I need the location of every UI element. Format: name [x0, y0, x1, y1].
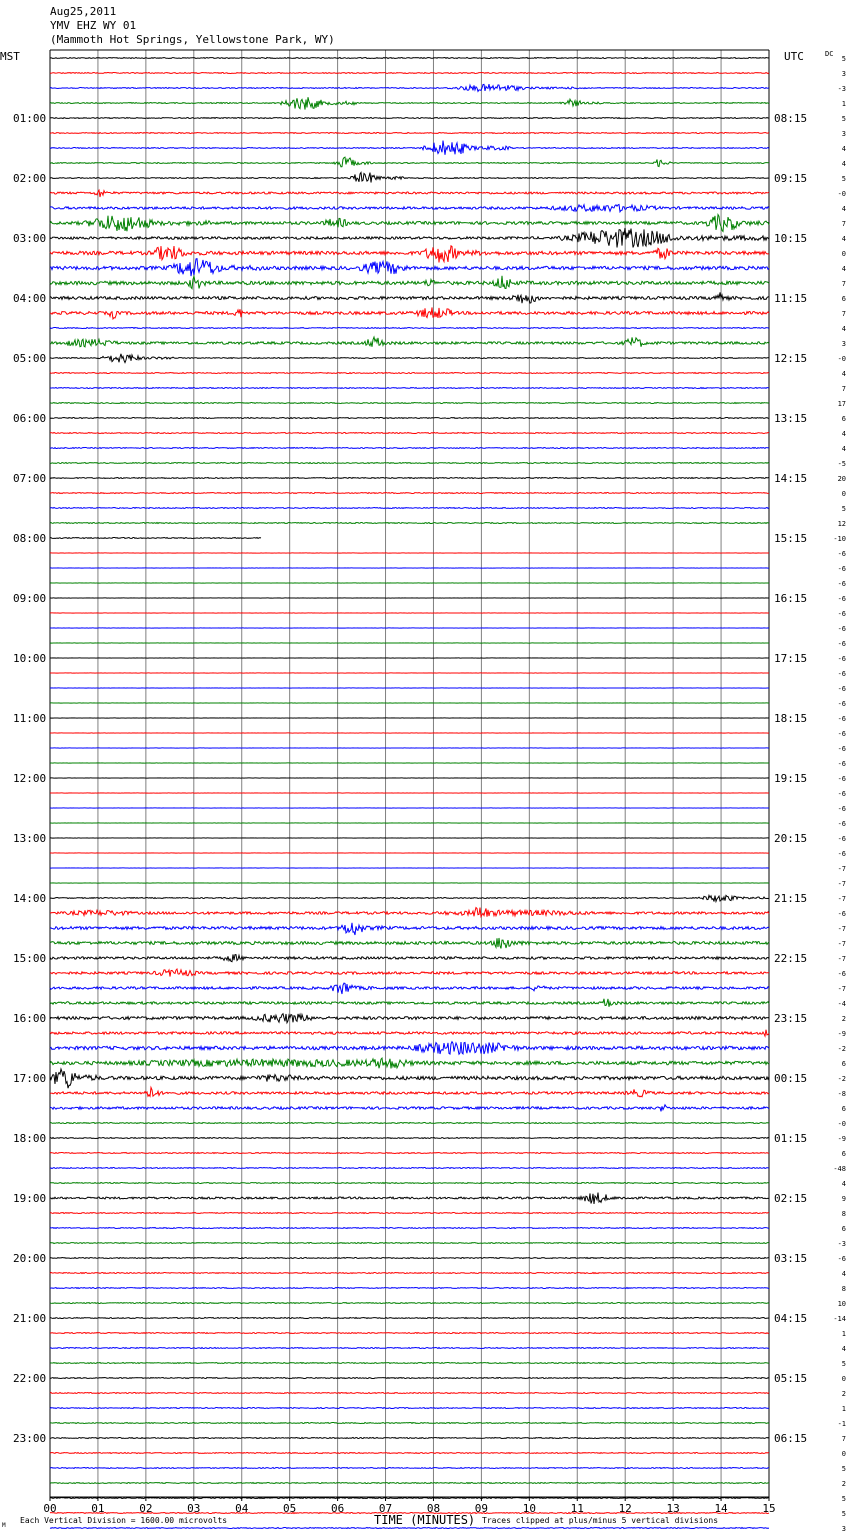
trace-line-22 [50, 388, 769, 389]
trace-line-19 [50, 337, 769, 347]
right-hour-label: 14:15 [774, 472, 808, 485]
trace-line-3 [50, 97, 769, 109]
trace-line-4 [50, 118, 769, 119]
dc-offset-label: 5 [841, 1360, 846, 1368]
dc-offset-label: -6 [837, 565, 846, 573]
dc-offset-label: -7 [837, 940, 846, 948]
trace-line-12 [50, 228, 769, 248]
dc-offset-label: -6 [837, 775, 846, 783]
trace-line-0 [50, 58, 769, 59]
dc-offset-label: -7 [837, 955, 846, 963]
trace-line-87 [50, 1363, 769, 1364]
left-hour-label: 04:00 [13, 292, 47, 305]
dc-offset-label: -6 [837, 715, 846, 723]
trace-line-92 [50, 1438, 769, 1439]
x-axis-title: TIME (MINUTES) [374, 1513, 476, 1527]
x-tick-label: 02 [139, 1502, 153, 1515]
dc-offset-label: -9 [837, 1030, 846, 1038]
trace-line-64 [50, 1014, 769, 1023]
trace-line-68 [50, 1069, 769, 1088]
trace-line-30 [50, 508, 769, 509]
dc-offset-label: -48 [833, 1165, 846, 1173]
left-hour-label: 16:00 [13, 1012, 47, 1025]
dc-offset-label: -6 [837, 790, 846, 798]
trace-line-78 [50, 1228, 769, 1229]
dc-offset-label: -6 [837, 760, 846, 768]
trace-line-63 [50, 999, 769, 1007]
trace-line-15 [50, 276, 769, 289]
dc-offset-label: -6 [837, 610, 846, 618]
trace-line-17 [50, 307, 769, 319]
dc-offset-label: 1 [841, 1330, 846, 1338]
left-hour-label: 22:00 [13, 1372, 47, 1385]
trace-line-2 [50, 84, 769, 91]
trace-line-28 [50, 478, 769, 479]
dc-offset-label: 7 [841, 310, 846, 318]
trace-line-77 [50, 1213, 769, 1214]
dc-offset-label: 2 [841, 1015, 846, 1023]
dc-offset-label: 10 [837, 1300, 846, 1308]
trace-line-72 [50, 1138, 769, 1139]
dc-offset-label: -6 [837, 745, 846, 753]
trace-line-56 [50, 895, 769, 901]
dc-offset-label: 7 [841, 385, 846, 393]
dc-offset-label: -6 [837, 820, 846, 828]
right-hour-label: 08:15 [774, 112, 808, 125]
trace-line-5 [50, 133, 769, 134]
plot-date: Aug25,2011 [50, 5, 117, 18]
dc-offset-label: -7 [837, 895, 846, 903]
left-hour-label: 12:00 [13, 772, 47, 785]
x-tick-label: 01 [91, 1502, 105, 1515]
dc-offset-label: 4 [841, 1345, 846, 1353]
dc-offset-label: 17 [837, 400, 846, 408]
dc-offset-label: 4 [841, 445, 846, 453]
trace-line-32 [50, 538, 261, 539]
trace-line-76 [50, 1193, 769, 1204]
dc-offset-label: 6 [841, 1105, 846, 1113]
left-hour-label: 03:00 [13, 232, 47, 245]
trace-line-7 [50, 157, 769, 167]
x-tick-label: 05 [283, 1502, 297, 1515]
trace-line-29 [50, 493, 769, 494]
left-hour-label: 11:00 [13, 712, 47, 725]
left-hour-label: 17:00 [13, 1072, 47, 1085]
trace-line-88 [50, 1378, 769, 1379]
trace-line-16 [50, 292, 769, 303]
trace-line-62 [50, 983, 769, 994]
right-hour-label: 16:15 [774, 592, 808, 605]
dc-offset-label: 7 [841, 280, 846, 288]
dc-offset-label: -6 [837, 700, 846, 708]
trace-line-82 [50, 1288, 769, 1289]
dc-offset-label: -7 [837, 985, 846, 993]
dc-offset-label: 20 [837, 475, 846, 483]
clip-note: Traces clipped at plus/minus 5 vertical divisions [482, 1516, 719, 1525]
dc-offset-label: 2 [841, 1480, 846, 1488]
trace-line-84 [50, 1318, 769, 1319]
left-timezone-label: MST [0, 50, 20, 63]
dc-offset-label: 4 [841, 370, 846, 378]
dc-offset-label: -6 [837, 625, 846, 633]
trace-line-9 [50, 190, 769, 197]
left-hour-label: 21:00 [13, 1312, 47, 1325]
dc-offset-label: -9 [837, 1135, 846, 1143]
trace-line-94 [50, 1468, 769, 1469]
trace-line-75 [50, 1183, 769, 1184]
dc-offset-label: -2 [837, 1045, 846, 1053]
dc-offset-label: 6 [841, 1225, 846, 1233]
trace-line-93 [50, 1453, 769, 1454]
trace-line-79 [50, 1243, 769, 1244]
trace-line-59 [50, 938, 769, 948]
trace-line-89 [50, 1393, 769, 1394]
dc-offset-label: -0 [837, 355, 846, 363]
x-tick-label: 07 [378, 1502, 393, 1515]
trace-line-96 [50, 1498, 769, 1499]
trace-line-10 [50, 205, 769, 212]
right-hour-label: 19:15 [774, 772, 808, 785]
trace-line-61 [50, 969, 769, 977]
right-hour-label: 21:15 [774, 892, 808, 905]
dc-offset-label: -0 [837, 1120, 846, 1128]
dc-offset-label: -8 [837, 1090, 846, 1098]
x-tick-label: 12 [618, 1502, 632, 1515]
trace-line-85 [50, 1333, 769, 1334]
right-hour-label: 20:15 [774, 832, 808, 845]
trace-line-69 [50, 1088, 769, 1097]
dc-offset-label: -5 [837, 460, 846, 468]
trace-line-83 [50, 1303, 769, 1304]
left-hour-label: 14:00 [13, 892, 47, 905]
trace-line-25 [50, 433, 769, 434]
dc-offset-label: 5 [841, 175, 846, 183]
left-hour-label: 10:00 [13, 652, 47, 665]
dc-offset-label: -6 [837, 1255, 846, 1263]
left-hour-label: 15:00 [13, 952, 47, 965]
dc-offset-label: -10 [833, 535, 846, 543]
dc-offset-label: -6 [837, 805, 846, 813]
dc-offset-label: 5 [841, 1510, 846, 1518]
trace-line-18 [50, 328, 769, 329]
trace-line-91 [50, 1423, 769, 1424]
dc-offset-label: 1 [841, 100, 846, 108]
dc-offset-label: 0 [841, 1375, 846, 1383]
trace-line-1 [50, 73, 769, 74]
dc-offset-label: 5 [841, 1465, 846, 1473]
trace-line-90 [50, 1408, 769, 1409]
dc-offset-label: -6 [837, 580, 846, 588]
dc-offset-label: -0 [837, 190, 846, 198]
dc-offset-label: -6 [837, 685, 846, 693]
trace-line-65 [50, 1030, 769, 1036]
dc-offset-label: 8 [841, 1210, 846, 1218]
right-hour-label: 10:15 [774, 232, 808, 245]
x-tick-label: 00 [43, 1502, 57, 1515]
dc-offset-label: -3 [837, 85, 846, 93]
dc-offset-label: 0 [841, 1450, 846, 1458]
x-tick-label: 10 [522, 1502, 536, 1515]
right-hour-label: 22:15 [774, 952, 808, 965]
trace-line-27 [50, 463, 769, 464]
trace-line-21 [50, 373, 769, 374]
x-tick-label: 11 [570, 1502, 584, 1515]
dc-offset-label: -6 [837, 850, 846, 858]
trace-line-31 [50, 523, 769, 524]
dc-offset-label: 3 [841, 1525, 846, 1533]
dc-offset-label: 3 [841, 340, 846, 348]
dc-offset-label: -2 [837, 1075, 846, 1083]
dc-offset-label: 4 [841, 145, 846, 153]
dc-offset-label: -6 [837, 550, 846, 558]
x-tick-label: 13 [666, 1502, 680, 1515]
corner-mark: M [2, 1522, 6, 1529]
trace-line-71 [50, 1123, 769, 1124]
dc-offset-label: -1 [837, 1420, 846, 1428]
plot-labels [0, 50, 846, 1534]
left-hour-label: 01:00 [13, 112, 47, 125]
dc-offset-label: -6 [837, 670, 846, 678]
dc-offset-label: 6 [841, 415, 846, 423]
trace-line-98 [50, 1528, 769, 1529]
dc-offset-label: 0 [841, 250, 846, 258]
trace-line-58 [50, 923, 769, 935]
dc-offset-label: 8 [841, 1285, 846, 1293]
dc-offset-label: 6 [841, 295, 846, 303]
dc-offset-label: -3 [837, 1240, 846, 1248]
left-hour-label: 13:00 [13, 832, 47, 845]
station-code: YMV EHZ WY 01 [50, 19, 137, 32]
trace-line-81 [50, 1273, 769, 1274]
left-hour-label: 05:00 [13, 352, 47, 365]
dc-offset-label: 2 [841, 1390, 846, 1398]
dc-offset-label: 3 [841, 70, 846, 78]
right-hour-label: 12:15 [774, 352, 808, 365]
x-tick-label: 09 [474, 1502, 489, 1515]
trace-line-26 [50, 448, 769, 449]
trace-line-20 [50, 354, 769, 363]
left-hour-label: 20:00 [13, 1252, 47, 1265]
dc-offset-label: 4 [841, 1180, 846, 1188]
trace-line-73 [50, 1153, 769, 1154]
trace-line-95 [50, 1483, 769, 1484]
dc-offset-label: 4 [841, 325, 846, 333]
right-hour-label: 02:15 [774, 1192, 808, 1205]
dc-offset-label: -6 [837, 640, 846, 648]
right-hour-label: 01:15 [774, 1132, 808, 1145]
left-hour-label: 09:00 [13, 592, 47, 605]
trace-line-74 [50, 1168, 769, 1169]
trace-line-13 [50, 246, 769, 263]
right-hour-label: 18:15 [774, 712, 808, 725]
dc-offset-label: -6 [837, 655, 846, 663]
station-location: (Mammoth Hot Springs, Yellowstone Park, WY) [50, 33, 335, 46]
dc-offset-label: -14 [833, 1315, 846, 1323]
left-hour-label: 19:00 [13, 1192, 47, 1205]
dc-offset-label: 6 [841, 1150, 846, 1158]
dc-offset-label: 5 [841, 115, 846, 123]
trace-line-11 [50, 215, 769, 232]
dc-offset-label: 4 [841, 1270, 846, 1278]
left-hour-label: 18:00 [13, 1132, 47, 1145]
right-hour-label: 00:15 [774, 1072, 808, 1085]
dc-offset-label: 4 [841, 430, 846, 438]
trace-line-70 [50, 1105, 769, 1112]
left-hour-label: 08:00 [13, 532, 47, 545]
dc-offset-label: -7 [837, 925, 846, 933]
dc-offset-label: 7 [841, 220, 846, 228]
trace-line-60 [50, 954, 769, 961]
left-hour-label: 07:00 [13, 472, 47, 485]
right-hour-label: 23:15 [774, 1012, 808, 1025]
trace-line-6 [50, 141, 769, 155]
x-tick-label: 06 [330, 1502, 345, 1515]
dc-offset-label: -6 [837, 910, 846, 918]
scale-note: Each Vertical Division = 1600.00 microvolts [20, 1516, 228, 1525]
trace-line-66 [50, 1042, 769, 1055]
dc-offset-label: 5 [841, 1495, 846, 1503]
trace-line-86 [50, 1348, 769, 1349]
trace-line-14 [50, 259, 769, 277]
x-tick-label: 14 [714, 1502, 728, 1515]
right-hour-label: 17:15 [774, 652, 808, 665]
dc-offset-label: -6 [837, 835, 846, 843]
dc-offset-label: -6 [837, 730, 846, 738]
trace-line-80 [50, 1258, 769, 1259]
trace-line-8 [50, 173, 769, 183]
right-hour-label: 05:15 [774, 1372, 808, 1385]
dc-offset-label: 4 [841, 160, 846, 168]
dc-offset-label: -4 [837, 1000, 846, 1008]
dc-offset-label: 1 [841, 1405, 846, 1413]
dc-offset-label: 5 [841, 55, 846, 63]
dc-offset-label: -7 [837, 865, 846, 873]
trace-line-24 [50, 418, 769, 419]
dc-offset-label: 3 [841, 130, 846, 138]
trace-line-67 [50, 1058, 769, 1068]
left-hour-label: 02:00 [13, 172, 47, 185]
dc-offset-label: 0 [841, 490, 846, 498]
x-tick-label: 03 [187, 1502, 201, 1515]
dc-offset-label: 7 [841, 1435, 846, 1443]
dc-offset-label: 12 [837, 520, 846, 528]
seismic-traces [50, 58, 769, 1534]
trace-line-57 [50, 908, 769, 917]
right-timezone-label: UTC [784, 50, 804, 63]
x-tick-label: 04 [235, 1502, 249, 1515]
right-hour-label: 06:15 [774, 1432, 808, 1445]
right-hour-label: 13:15 [774, 412, 808, 425]
left-hour-label: 23:00 [13, 1432, 47, 1445]
dc-label: DC [825, 50, 834, 58]
trace-line-23 [50, 403, 769, 404]
dc-offset-label: 4 [841, 235, 846, 243]
dc-offset-label: 4 [841, 205, 846, 213]
dc-offset-label: 4 [841, 265, 846, 273]
dc-offset-label: 5 [841, 505, 846, 513]
dc-offset-label: -6 [837, 970, 846, 978]
dc-offset-label: -7 [837, 880, 846, 888]
left-hour-label: 06:00 [13, 412, 47, 425]
right-hour-label: 15:15 [774, 532, 808, 545]
x-tick-label: 15 [762, 1502, 776, 1515]
right-hour-label: 11:15 [774, 292, 808, 305]
x-tick-label: 08 [426, 1502, 441, 1515]
dc-offset-label: 9 [841, 1195, 846, 1203]
right-hour-label: 09:15 [774, 172, 808, 185]
right-hour-label: 03:15 [774, 1252, 808, 1265]
right-hour-label: 04:15 [774, 1312, 808, 1325]
dc-offset-label: 6 [841, 1060, 846, 1068]
dc-offset-label: -6 [837, 595, 846, 603]
